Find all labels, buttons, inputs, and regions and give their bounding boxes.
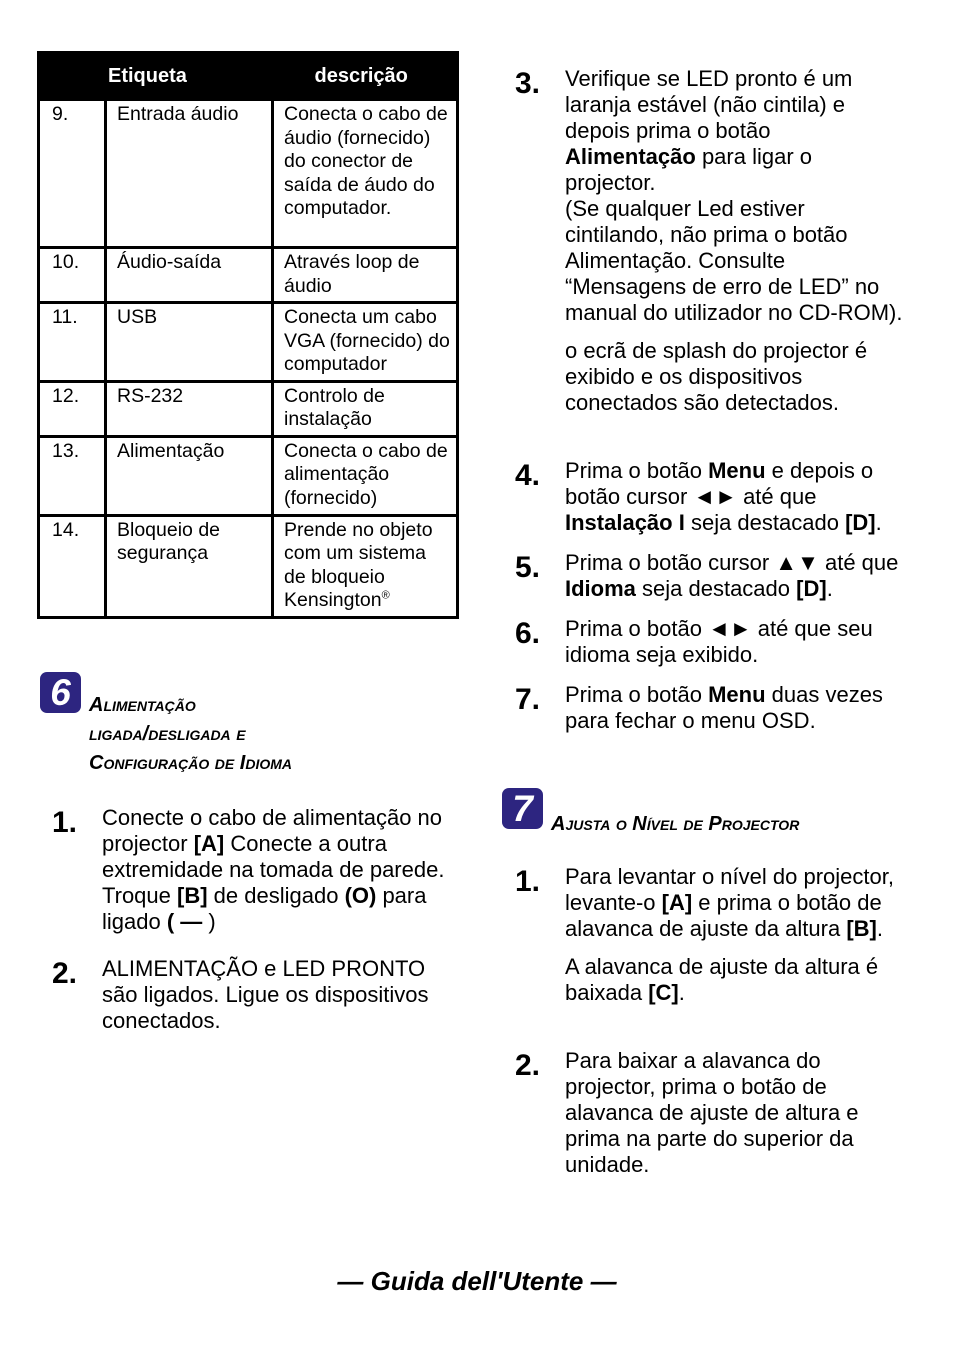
step-number: 5. xyxy=(515,551,541,584)
section-7-title-line: Ajusta o Nível de Projector xyxy=(551,813,800,835)
connector-table xyxy=(37,51,459,619)
row-description: Conecta um cabo VGA (fornecido) do computador xyxy=(273,303,458,382)
bold-text: Alimentação xyxy=(565,144,696,169)
step-number: 7. xyxy=(515,683,541,716)
text-run: . xyxy=(678,980,685,1005)
table-row xyxy=(39,436,458,515)
row-number: 13. xyxy=(39,436,106,515)
step-text xyxy=(565,682,905,734)
bold-text: [D] xyxy=(796,576,827,601)
bold-text: (O) xyxy=(344,883,377,908)
row-label: Alimentação xyxy=(106,436,273,515)
row-label: USB xyxy=(106,303,273,382)
registered-mark: ® xyxy=(381,589,390,602)
bold-text: [A] xyxy=(193,831,225,856)
step-text xyxy=(565,616,905,668)
step-text xyxy=(565,550,905,602)
row-label: Áudio-saída xyxy=(106,248,273,303)
bold-text: [A] xyxy=(661,890,693,915)
text-run: para ligado xyxy=(102,883,427,934)
step-text xyxy=(102,956,442,1034)
step-number: 3. xyxy=(515,67,541,100)
bold-text: Idioma xyxy=(565,576,636,601)
row-description-text: Prende no objeto com um sistema de bloqueio Kensington xyxy=(284,518,433,611)
step-number: 2. xyxy=(52,957,78,990)
row-number: 12. xyxy=(39,381,106,436)
table-header-etiqueta: Etiqueta xyxy=(39,53,273,100)
section-6-title xyxy=(89,691,449,778)
bold-text: [B] xyxy=(846,916,877,941)
table-row xyxy=(39,303,458,382)
row-label: Bloqueio de segurança xyxy=(106,515,273,617)
text-run: duas vezes para fechar o menu OSD. xyxy=(565,682,883,733)
section-6-title-line: ligada/desligada e xyxy=(89,723,246,745)
text-run: Prima o botão cursor ▲▼ até que xyxy=(565,550,899,575)
step-text xyxy=(565,458,905,536)
step-number: 6. xyxy=(515,617,541,650)
text-run: (Se qualquer Led estiver cintilando, não prima o botão Alimentação. Consulte “Mensagens de erro de LED” no manual do utilizador no CD-ROM). xyxy=(565,196,903,325)
text-run: seja destacado xyxy=(635,576,797,601)
row-number: 11. xyxy=(39,303,106,382)
step-text xyxy=(565,1048,895,1178)
text-run: A alavanca de ajuste da altura é baixada xyxy=(565,954,879,1005)
step-text-main xyxy=(565,66,905,326)
row-number: 10. xyxy=(39,248,106,303)
text-run: Conecte a outra extremidade na tomada de parede. Troque xyxy=(102,831,445,908)
bold-text: [B] xyxy=(177,883,208,908)
section-6-title-line: Alimentação xyxy=(89,694,196,716)
step-number: 1. xyxy=(52,806,78,839)
step-text xyxy=(102,805,452,935)
bold-text: Menu xyxy=(708,682,766,707)
section-7-title xyxy=(551,810,931,839)
table-row xyxy=(39,381,458,436)
text-run: Para levantar o nível do projector, levante-o xyxy=(565,864,894,915)
bold-text: Instalação I xyxy=(565,510,685,535)
text-run: de desligado xyxy=(207,883,345,908)
text-run: seja destacado xyxy=(684,510,846,535)
row-description: Conecta o cabo de alimentação (fornecido) xyxy=(273,436,458,515)
row-label: Entrada áudio xyxy=(106,100,273,248)
bold-text: [C] xyxy=(648,980,679,1005)
step-text xyxy=(565,66,905,416)
section-6-title-line: Configuração de Idioma xyxy=(89,752,292,774)
text-run: Conecte o cabo de alimentação no projector xyxy=(102,805,443,856)
text-run: Prima o botão xyxy=(565,458,709,483)
bold-text: Menu xyxy=(708,458,766,483)
step-text-extra xyxy=(565,954,895,1006)
step-text-extra: o ecrã de splash do projector é exibido e os dispositivos conectados são detectados. xyxy=(565,338,868,415)
row-description: Controlo de instalação xyxy=(273,381,458,436)
table-row xyxy=(39,100,458,248)
text-run: . xyxy=(875,510,882,535)
row-label: RS-232 xyxy=(106,381,273,436)
page-footer: — Guida dell'Utente — xyxy=(337,1266,617,1296)
text-run: e depois o botão cursor ◄► até que xyxy=(565,458,874,509)
row-number: 14. xyxy=(39,515,106,617)
text-run: . xyxy=(876,916,883,941)
step-number: 4. xyxy=(515,459,541,492)
row-description xyxy=(273,515,458,617)
bold-text: [D] xyxy=(845,510,876,535)
row-description: Através loop de áudio xyxy=(273,248,458,303)
step-text-main xyxy=(565,864,895,942)
table-row xyxy=(39,515,458,617)
row-description: Conecta o cabo de áudio (fornecido) do conector de saída de áudo do computador. xyxy=(273,100,458,248)
text-run: ) xyxy=(208,909,216,934)
text-run: ALIMENTAÇÃO e LED PRONTO são ligados. Ligue os dispositivos conectados. xyxy=(102,956,429,1033)
step-number: 1. xyxy=(515,865,541,898)
table-header-row xyxy=(39,53,458,100)
bold-text: ( — xyxy=(166,909,209,934)
text-run: . xyxy=(826,576,833,601)
text-run: Verifique se LED pronto é um laranja estável (não cintila) e depois prima o botão xyxy=(565,66,853,143)
text-run: para ligar o projector. xyxy=(565,144,813,195)
table-row xyxy=(39,248,458,303)
text-run: e prima o botão de alavanca de ajuste da altura xyxy=(565,890,882,941)
text-run: Para baixar a alavanca do projector, prima o botão de alavanca de ajuste de altura e prima na parte do superior da unidade. xyxy=(565,1048,859,1177)
section-7-badge: 7 xyxy=(502,788,543,829)
step-text xyxy=(565,864,895,1006)
table-header-descricao: descrição xyxy=(273,53,458,100)
row-number: 9. xyxy=(39,100,106,248)
section-6-badge: 6 xyxy=(40,672,81,713)
text-run: Prima o botão xyxy=(565,682,709,707)
step-number: 2. xyxy=(515,1049,541,1082)
text-run: Prima o botão ◄► até que seu idioma seja exibido. xyxy=(565,616,873,667)
